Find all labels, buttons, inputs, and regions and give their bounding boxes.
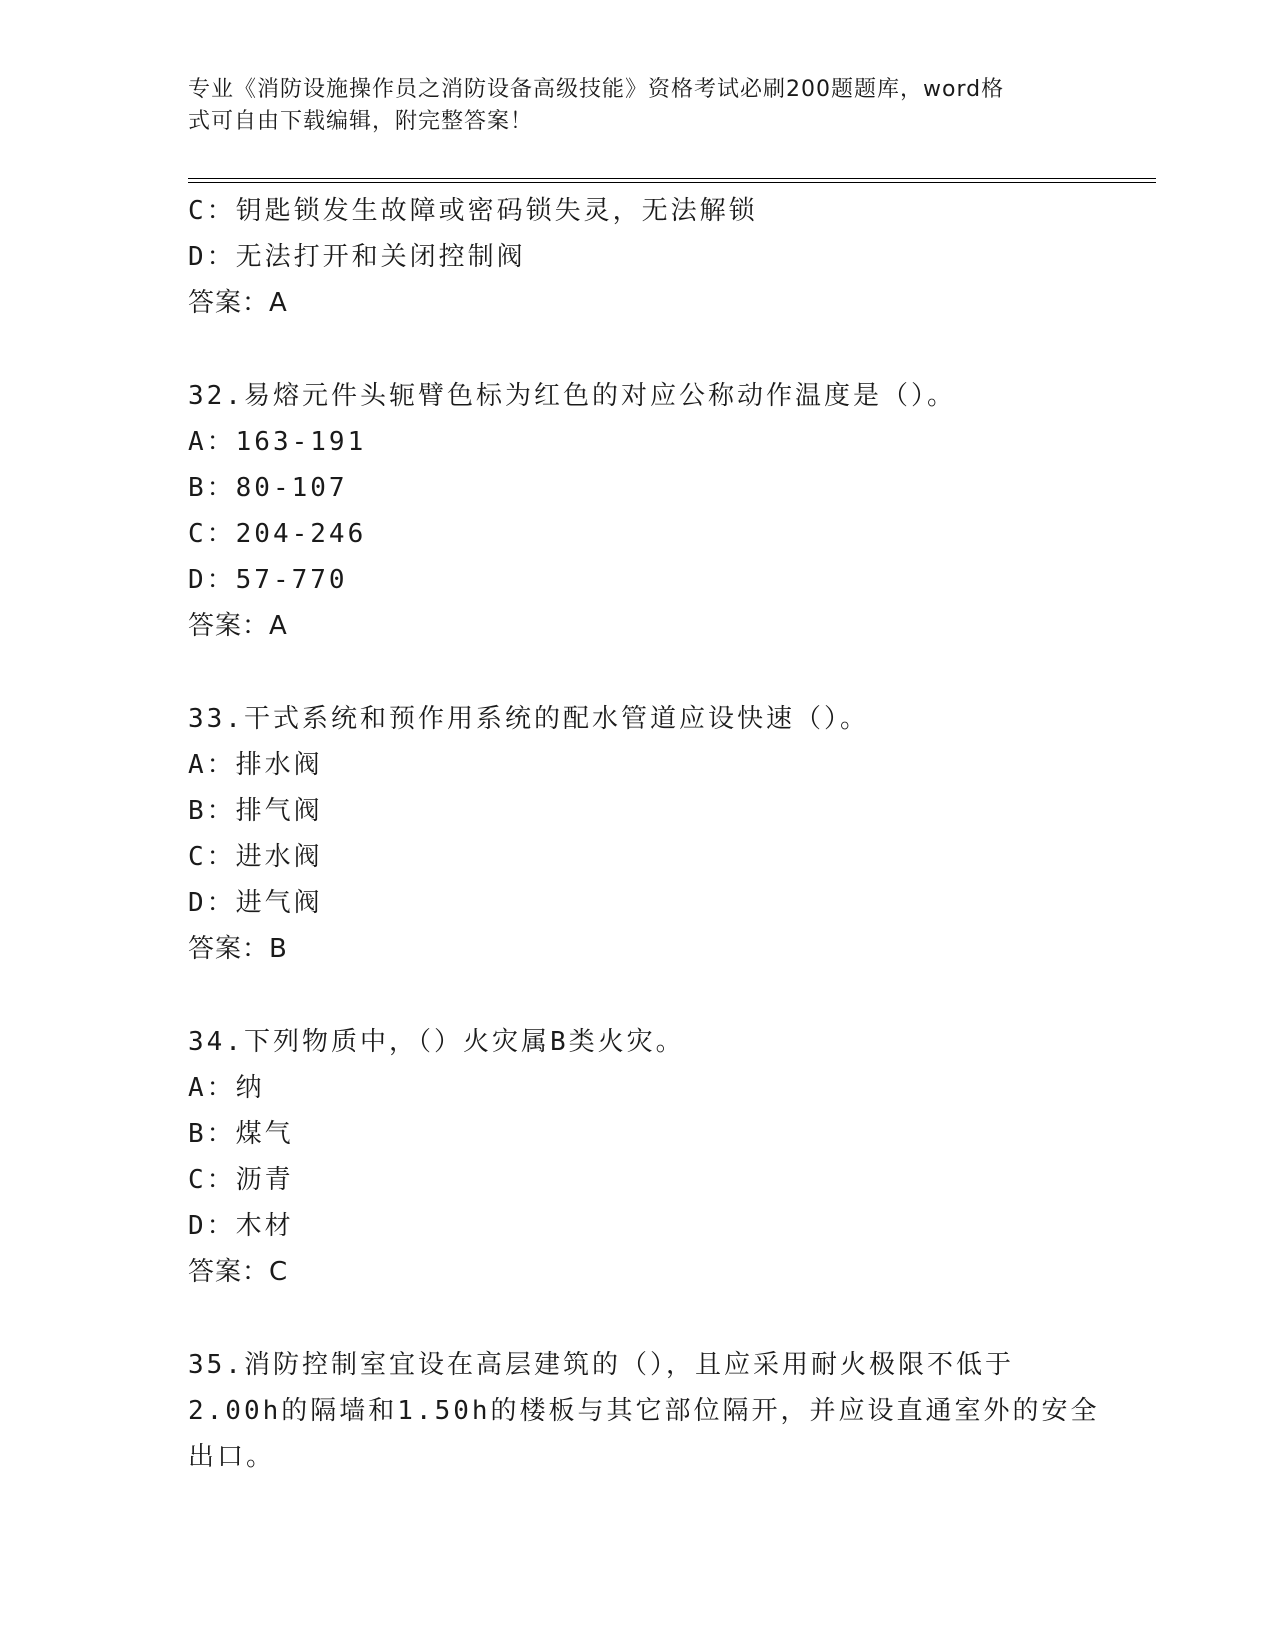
question-34 xyxy=(188,1019,1088,1295)
option-c: C：进水阀 xyxy=(188,842,323,872)
header-divider-top xyxy=(188,178,1156,179)
question-stem-line-2: 2.00h的隔墙和1.50h的楼板与其它部位隔开，并应设直通室外的安全 xyxy=(188,1396,1100,1426)
answer: 答案：B xyxy=(188,934,288,964)
question-list xyxy=(188,188,1100,1480)
question-33 xyxy=(188,696,1088,972)
question-stem: 33.干式系统和预作用系统的配水管道应设快速（）。 xyxy=(188,704,869,734)
answer: 答案：A xyxy=(188,288,288,318)
option-b: B：排气阀 xyxy=(188,796,323,826)
question-stem-line-1: 35.消防控制室宜设在高层建筑的（），且应采用耐火极限不低于 xyxy=(188,1350,1014,1380)
option-c: C：钥匙锁发生故障或密码锁失灵，无法解锁 xyxy=(188,196,758,226)
header-divider-bottom xyxy=(188,182,1156,183)
question-stem: 32.易熔元件头轭臂色标为红色的对应公称动作温度是（）。 xyxy=(188,381,956,411)
question-31-tail xyxy=(188,188,1088,326)
document-header xyxy=(188,74,1078,138)
option-c: C：沥青 xyxy=(188,1165,294,1195)
option-b: B：80-107 xyxy=(188,473,348,503)
option-c: C：204-246 xyxy=(188,519,367,549)
header-line-2: 式可自由下载编辑，附完整答案！ xyxy=(188,109,534,134)
header-line-1: 专业《消防设施操作员之消防设备高级技能》资格考试必刷200题题库，word格 xyxy=(188,77,1005,102)
option-d: D：57-770 xyxy=(188,565,348,595)
question-32 xyxy=(188,373,1088,649)
option-a: A：163-191 xyxy=(188,427,367,457)
answer: 答案：C xyxy=(188,1257,289,1287)
answer: 答案：A xyxy=(188,611,288,641)
option-d: D：木材 xyxy=(188,1211,294,1241)
question-35 xyxy=(188,1342,1100,1480)
option-a: A：排水阀 xyxy=(188,750,323,780)
option-d: D：无法打开和关闭控制阀 xyxy=(188,242,526,272)
option-b: B：煤气 xyxy=(188,1119,294,1149)
option-d: D：进气阀 xyxy=(188,888,323,918)
question-stem: 34.下列物质中，（）火灾属B类火灾。 xyxy=(188,1027,685,1057)
question-stem-line-3: 出口。 xyxy=(188,1442,276,1472)
option-a: A：纳 xyxy=(188,1073,265,1103)
